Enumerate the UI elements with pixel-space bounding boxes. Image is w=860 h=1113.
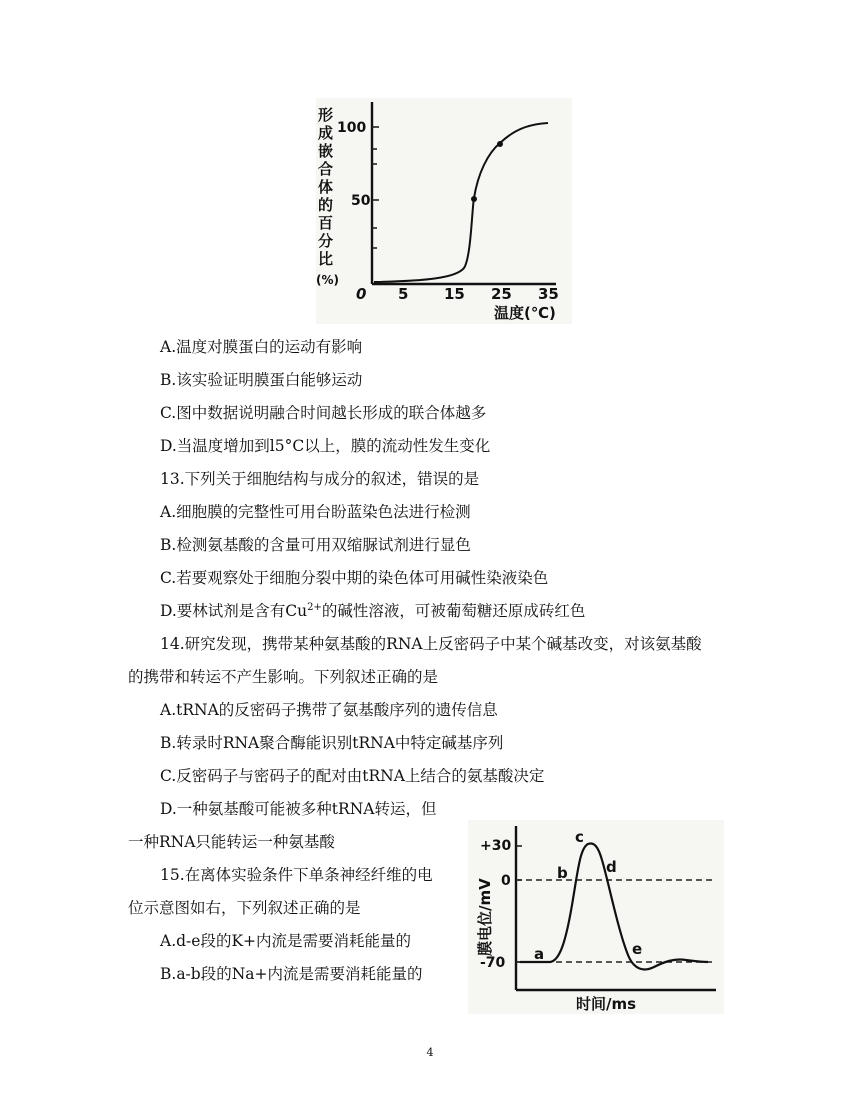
figure-temperature-chart (316, 98, 572, 324)
fig2-point-e: e (632, 940, 643, 958)
fig1-xtick: 5 (398, 285, 409, 303)
q13-option-a: A.细胞膜的完整性可用台盼蓝染色法进行检测 (160, 503, 471, 521)
fig2-point-a: a (534, 945, 545, 963)
fig2-point-d: d (606, 858, 617, 876)
fig2-point-b: b (557, 864, 568, 882)
q12-option-b: B.该实验证明膜蛋白能够运动 (160, 371, 363, 389)
q15-option-a: A.d-e段的K+内流是需要消耗能量的 (160, 932, 412, 950)
q13-option-c: C.若要观察处于细胞分裂中期的染色体可用碱性染液染色 (160, 569, 549, 587)
fig2-ytick: -70 (480, 955, 506, 971)
fig1-ylabel-char: 体 (318, 178, 334, 196)
fig1-ylabel-char: 百 (318, 214, 334, 232)
fig1-ylabel-char: 形 (318, 106, 334, 124)
q14-stem-line2: 的携带和转运不产生影响。下列叙述正确的是 (128, 668, 439, 686)
fig1-ytick: 50 (351, 193, 371, 209)
page-number: 4 (426, 1046, 434, 1059)
q15-option-b: B.a-b段的Na+内流是需要消耗能量的 (160, 965, 423, 983)
fig2-ytick: +30 (480, 838, 512, 854)
q14-option-a: A.tRNA的反密码子携带了氨基酸序列的遗传信息 (160, 701, 498, 719)
fig1-ylabel-char: 比 (318, 250, 334, 268)
q12-option-d: D.当温度增加到l5°C以上，膜的流动性发生变化 (160, 437, 491, 455)
fig1-ytick: 100 (337, 120, 367, 136)
q12-option-c: C.图中数据说明融合时间越长形成的联合体越多 (160, 404, 487, 422)
figure-membrane-potential (468, 820, 724, 1014)
q14-option-c: C.反密码子与密码子的配对由tRNA上结合的氨基酸决定 (160, 767, 545, 785)
fig1-ylabel-char: 嵌 (318, 142, 334, 160)
fig2-ylabel: 膜电位/mV (476, 878, 494, 956)
fig2-xlabel: 时间/ms (576, 995, 637, 1013)
q14-stem-line1: 14.研究发现，携带某种氨基酸的RNA上反密码子中某个碱基改变，对该氨基酸 (160, 635, 702, 653)
q12-option-a: A.温度对膜蛋白的运动有影响 (160, 338, 363, 356)
fig1-point (497, 141, 503, 147)
fig1-ylabel-char: 分 (318, 232, 334, 250)
fig2-point-c: c (575, 828, 584, 846)
fig1-ylabel-char: (%) (316, 273, 339, 287)
fig1-xtick: 0 (356, 285, 367, 303)
q13-option-d: D.要林试剂是含有$Cu^{2+}$的碱性溶液，可被葡萄糖还原成砖红色 (160, 601, 586, 620)
fig1-ylabel-char: 合 (318, 160, 334, 178)
q14-option-d-line2: 一种RNA只能转运一种氨基酸 (128, 833, 335, 851)
fig1-xlabel: 温度(℃) (494, 304, 556, 322)
fig1-ylabel-char: 的 (318, 196, 334, 214)
fig1-curve (374, 123, 548, 282)
fig1-xtick: 35 (538, 285, 559, 303)
fig1-xtick: 15 (444, 285, 465, 303)
q13-stem: 13.下列关于细胞结构与成分的叙述，错误的是 (160, 470, 480, 488)
q15-stem-line2: 位示意图如右，下列叙述正确的是 (128, 899, 361, 917)
fig1-ylabel-char: 成 (318, 124, 334, 142)
q13-option-b: B.检测氨基酸的含量可用双缩脲试剂进行显色 (160, 536, 471, 554)
fig1-xtick: 25 (491, 285, 512, 303)
fig2-ytick: 0 (501, 873, 511, 889)
q15-stem-line1: 15.在离体实验条件下单条神经纤维的电 (160, 866, 433, 884)
q14-option-d-line1: D.一种氨基酸可能被多种tRNA转运，但 (160, 800, 437, 818)
fig1-point (471, 196, 477, 202)
q14-option-b: B.转录时RNA聚合酶能识别tRNA中特定碱基序列 (160, 734, 504, 752)
